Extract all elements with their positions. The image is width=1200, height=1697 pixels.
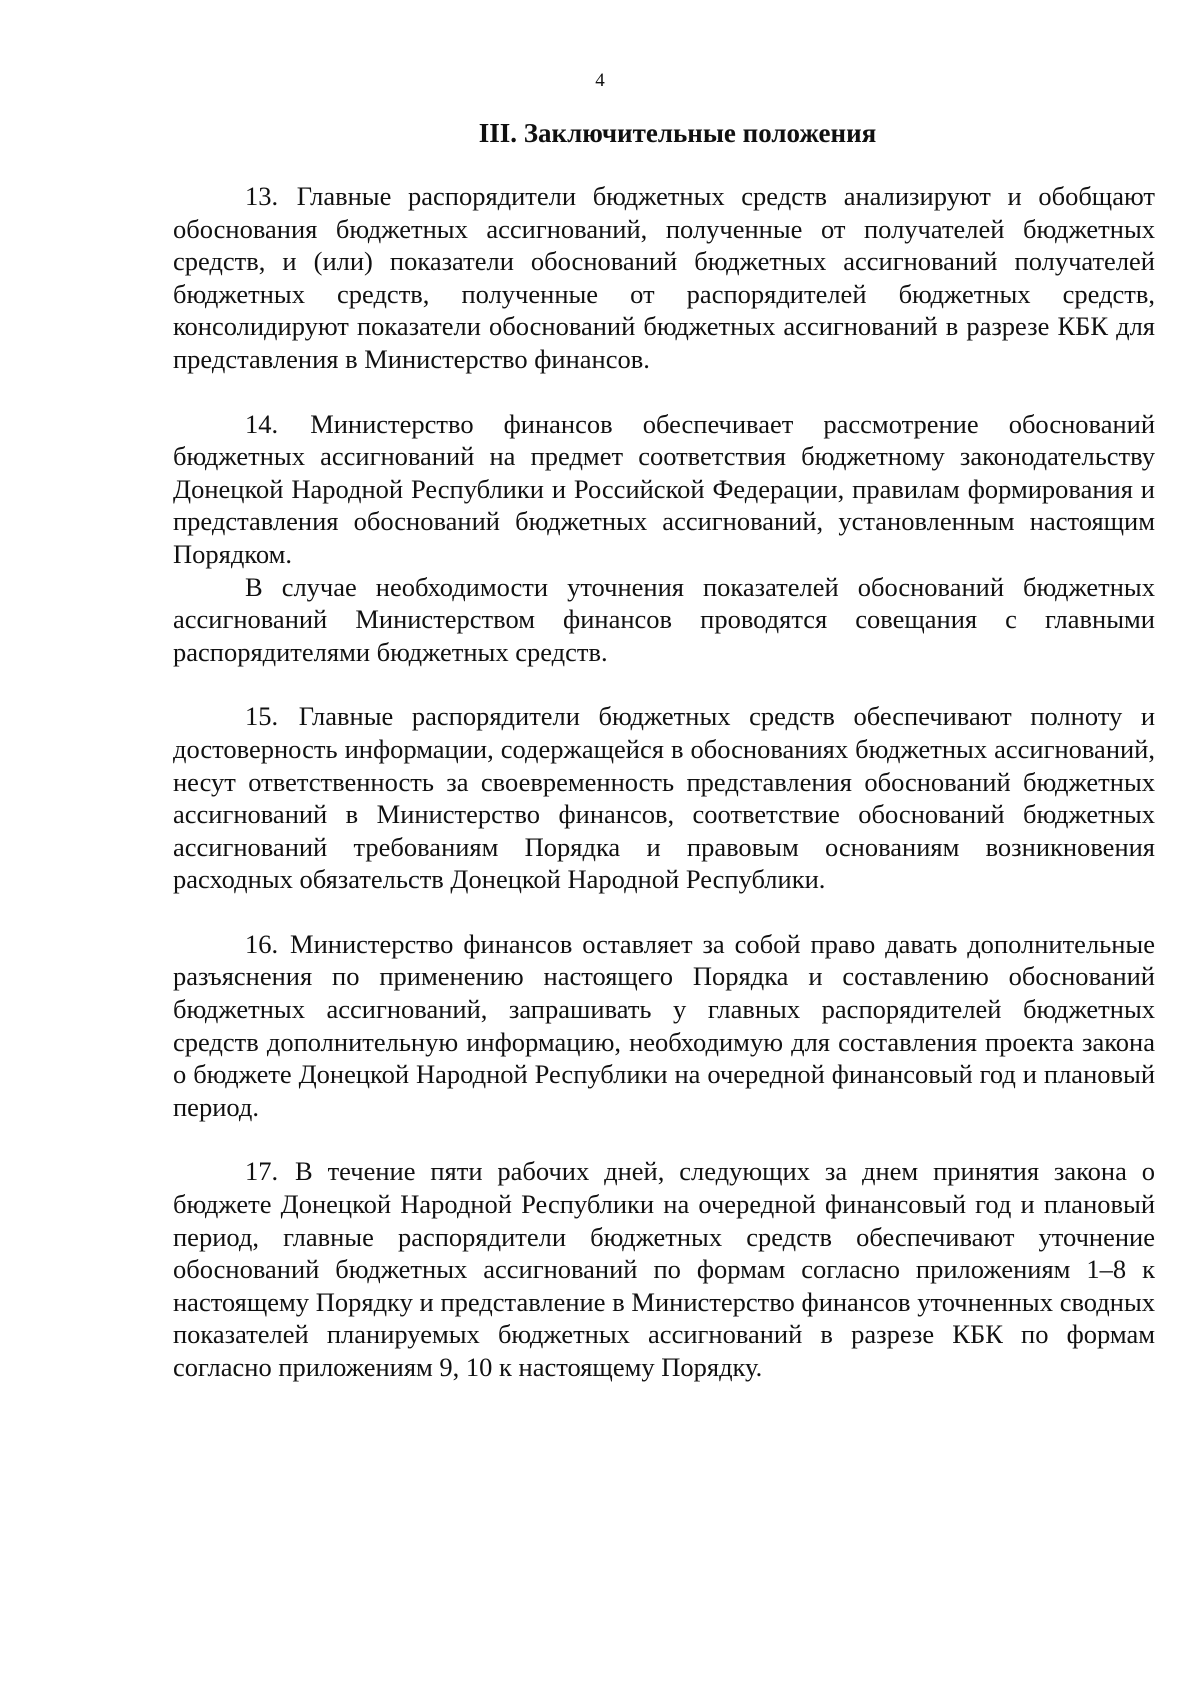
- document-body: [173, 180, 1155, 1384]
- paragraph-text: Министерство финансов оставляет за собой право давать дополнительные разъяснения по применению настоящего Порядка и составлению обоснований бюджетных ассигнований, запрашивать у главных распорядителей бюджетных средств дополнительную информацию, необходимую для составления проекта закона о бюджете Донецкой Народной Республики на очередной финансовый год и плановый период.: [173, 928, 1156, 1122]
- paragraph-text: Министерство финансов обеспечивает рассмотрение обоснований бюджетных ассигнований на предмет соответствия бюджетному законодательству Донецкой Народной Республики и Российской Федерации, правилам формирования и представления обоснований бюджетных ассигнований, установленным настоящим Порядком.: [173, 408, 1155, 569]
- paragraph-17: [173, 1155, 1155, 1383]
- paragraph-text: Главные распорядители бюджетных средств обеспечивают полноту и достоверность информации, содержащейся в обоснованиях бюджетных ассигнований, несут ответственность за своевременность представления обоснований бюджетных ассигнований в Министерство финансов, соответствие обоснований бюджетных ассигнований требованиям Порядка и правовым основаниям возникновения расходных обязательств Донецкой Народной Республики.: [173, 701, 1155, 895]
- paragraph-spacer: [173, 668, 1155, 700]
- paragraph-14: [173, 408, 1155, 571]
- section-title: III. Заключительные положения: [478, 118, 877, 148]
- paragraph-number: 17.: [245, 1156, 279, 1187]
- paragraph-text: Главные распорядители бюджетных средств анализируют и обобщают обоснования бюджетных ассигнований, полученные от получателей бюджетных средств, и (или) показатели обоснований бюджетных ассигнований получателей бюджетных средств, полученные от распорядителей бюджетных средств, консолидируют показатели обоснований бюджетных ассигнований в разрезе КБК для представления в Министерство финансов.: [173, 181, 1156, 374]
- paragraph-number: 14.: [245, 408, 279, 439]
- paragraph-14-continuation: [173, 571, 1155, 669]
- paragraph-16: [173, 928, 1155, 1124]
- paragraph-text: В случае необходимости уточнения показателей обоснований бюджетных ассигнований Министерством финансов проводятся совещания с главными распорядителями бюджетных средств.: [173, 571, 1155, 667]
- paragraph-15: [173, 700, 1155, 896]
- paragraph-13: [173, 180, 1155, 376]
- paragraph-number: 16.: [245, 928, 279, 959]
- paragraph-spacer: [173, 1123, 1155, 1155]
- page-number: 4: [595, 70, 605, 91]
- paragraph-spacer: [173, 896, 1155, 928]
- paragraph-text: В течение пяти рабочих дней, следующих за днем принятия закона о бюджете Донецкой Народной Республики на очередной финансовый год и плановый период, главные распорядители бюджетных средств обеспечивают уточнение обоснований бюджетных ассигнований по формам согласно приложениям 1–8 к настоящему Порядку и представление в Министерство финансов уточненных сводных показателей планируемых бюджетных ассигнований в разрезе КБК по формам согласно приложениям 9, 10 к настоящему Порядку.: [173, 1156, 1155, 1382]
- paragraph-spacer: [173, 376, 1155, 408]
- paragraph-number: 15.: [245, 701, 279, 732]
- paragraph-number: 13.: [245, 181, 279, 211]
